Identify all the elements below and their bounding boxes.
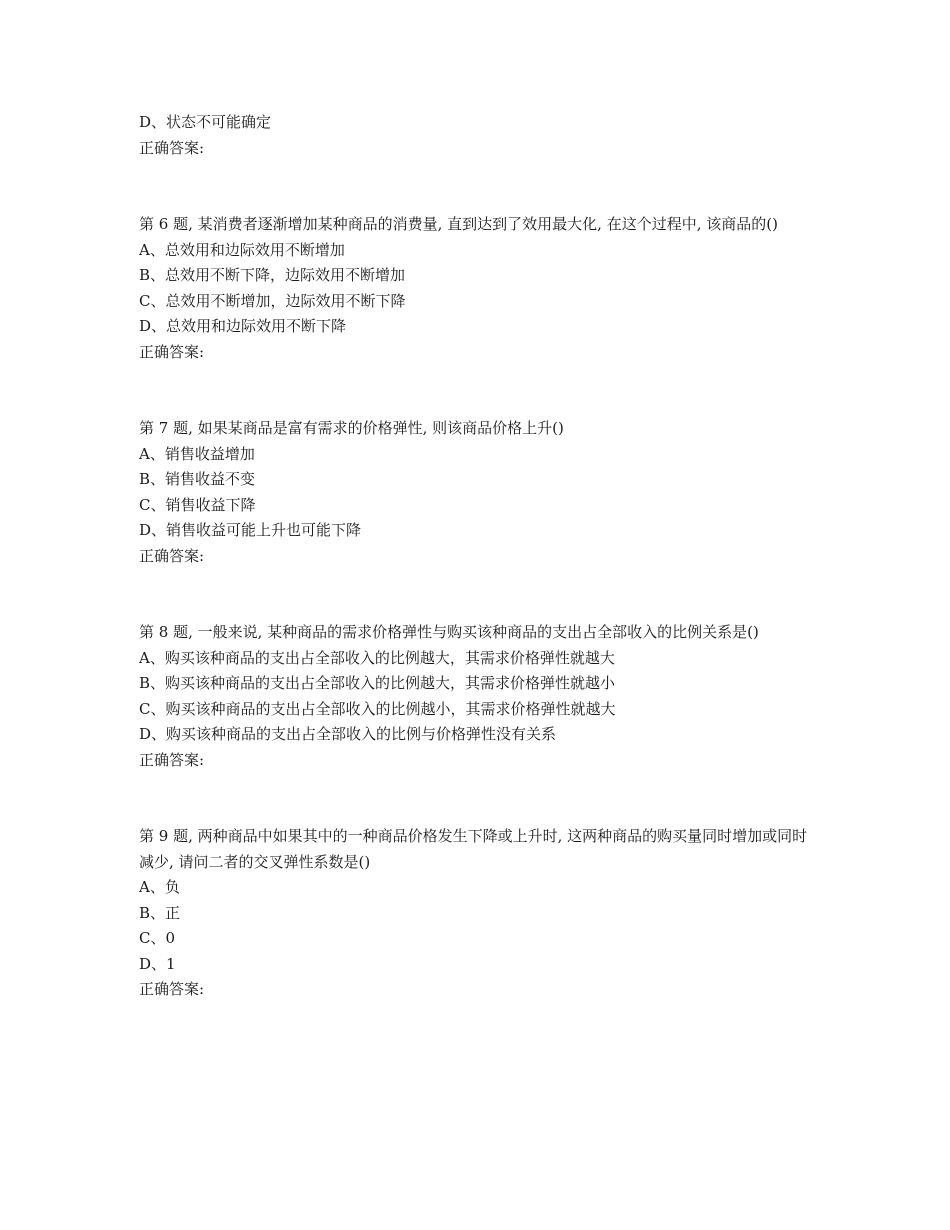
question-title: 第 9 题, 两种商品中如果其中的一种商品价格发生下降或上升时, 这两种商品的购买量同时增加或同时减少, 请问二者的交叉弹性系数是(): [139, 827, 808, 871]
option-c: C、购买该种商品的支出占全部收入的比例越小，其需求价格弹性就越大: [139, 699, 616, 718]
option-b: B、销售收益不变: [139, 470, 256, 488]
option-a: A、销售收益增加: [139, 444, 255, 463]
document-page: [139, 110, 819, 1054]
answer-label: 正确答案:: [139, 546, 205, 565]
option-a: A、负: [139, 878, 180, 896]
question-8: [139, 620, 819, 773]
option-a: A、购买该种商品的支出占全部收入的比例越大，其需求价格弹性就越大: [139, 648, 615, 667]
option-d: D、1: [139, 954, 176, 973]
answer-label: 正确答案:: [139, 138, 205, 157]
question-title: 第 6 题, 某消费者逐渐增加某种商品的消费量, 直到达到了效用最大化, 在这个过程中, 该商品的(): [139, 215, 778, 233]
option-b: B、总效用不断下降，边际效用不断增加: [139, 266, 406, 284]
option-d: D、状态不可能确定: [139, 113, 272, 131]
option-a: A、总效用和边际效用不断增加: [139, 240, 345, 259]
option-c: C、销售收益下降: [139, 495, 256, 514]
answer-label: 正确答案:: [139, 750, 205, 769]
option-d: D、销售收益可能上升也可能下降: [139, 521, 362, 539]
question-6: [139, 212, 819, 365]
question-5-tail: [139, 110, 819, 161]
option-d: D、总效用和边际效用不断下降: [139, 317, 347, 335]
option-c: C、0: [139, 929, 176, 947]
answer-label: 正确答案:: [139, 980, 205, 998]
option-b: B、正: [139, 903, 181, 922]
question-9: [139, 824, 819, 1003]
option-b: B、购买该种商品的支出占全部收入的比例越大，其需求价格弹性就越小: [139, 674, 616, 692]
question-title: 第 8 题, 一般来说, 某种商品的需求价格弹性与购买该种商品的支出占全部收入的比例关系是(): [139, 623, 759, 641]
option-c: C、总效用不断增加，边际效用不断下降: [139, 291, 406, 310]
question-7: [139, 416, 819, 569]
option-d: D、购买该种商品的支出占全部收入的比例与价格弹性没有关系: [139, 725, 557, 743]
answer-label: 正确答案:: [139, 342, 205, 361]
question-title: 第 7 题, 如果某商品是富有需求的价格弹性, 则该商品价格上升(): [139, 419, 564, 437]
